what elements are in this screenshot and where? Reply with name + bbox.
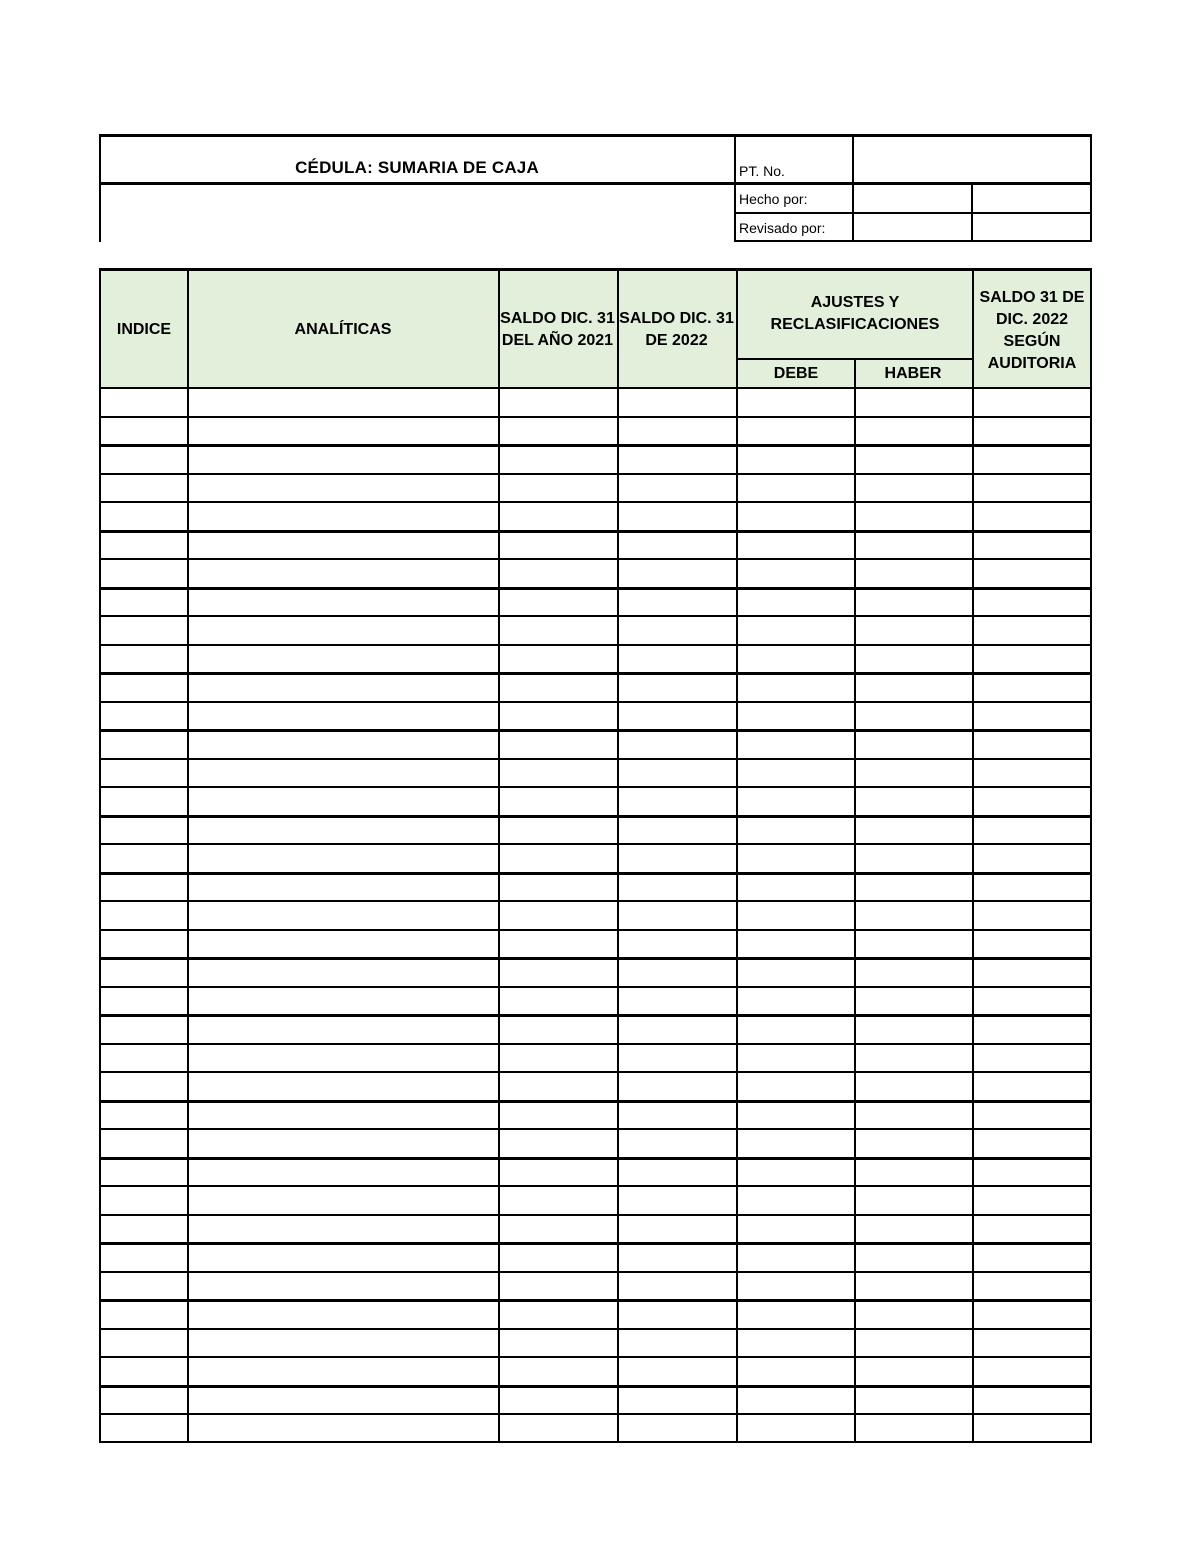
- cedula-header: [99, 134, 1092, 242]
- table-cell-saldo-2022[interactable]: [619, 1388, 736, 1414]
- table-cell-saldo-2021[interactable]: [500, 932, 617, 958]
- table-cell-debe[interactable]: [738, 1388, 854, 1414]
- table-cell-saldo-2022[interactable]: [619, 1046, 736, 1072]
- table-cell-saldo-2021[interactable]: [500, 419, 617, 445]
- table-cell-haber[interactable]: [856, 1302, 972, 1328]
- table-cell-debe[interactable]: [738, 1245, 854, 1271]
- table-cell-debe[interactable]: [738, 1217, 854, 1243]
- table-cell-debe[interactable]: [738, 960, 854, 986]
- table-cell-saldo-auditoria[interactable]: [974, 561, 1090, 587]
- table-border-top: [99, 268, 1092, 271]
- table-cell-saldo-2022[interactable]: [619, 1188, 736, 1214]
- table-cell-debe[interactable]: [738, 789, 854, 815]
- table-cell-saldo-2021[interactable]: [500, 504, 617, 530]
- table-cell-analiticas[interactable]: [189, 1331, 498, 1357]
- table-cell-indice[interactable]: [101, 419, 187, 445]
- table-cell-debe[interactable]: [738, 932, 854, 958]
- table-cell-haber[interactable]: [856, 1074, 972, 1100]
- column-header-ajustes: AJUSTES Y RECLASIFICACIONES: [770, 294, 940, 333]
- table-cell-haber[interactable]: [856, 561, 972, 587]
- table-cell-saldo-2022[interactable]: [619, 447, 736, 473]
- table-cell-haber[interactable]: [856, 1388, 972, 1414]
- table-cell-indice[interactable]: [101, 561, 187, 587]
- table-cell-analiticas[interactable]: [189, 1160, 498, 1186]
- table-cell-saldo-2021[interactable]: [500, 732, 617, 758]
- table-cell-analiticas[interactable]: [189, 1074, 498, 1100]
- table-cell-analiticas[interactable]: [189, 1274, 498, 1300]
- table-cell-saldo-auditoria[interactable]: [974, 476, 1090, 502]
- table-cell-analiticas[interactable]: [189, 504, 498, 530]
- table-cell-haber[interactable]: [856, 932, 972, 958]
- table-cell-saldo-2021[interactable]: [500, 960, 617, 986]
- table-cell-saldo-auditoria[interactable]: [974, 1416, 1090, 1442]
- table-cell-saldo-2021[interactable]: [500, 1046, 617, 1072]
- table-cell-saldo-2022[interactable]: [619, 647, 736, 673]
- table-cell-saldo-2021[interactable]: [500, 875, 617, 901]
- table-cell-indice[interactable]: [101, 1188, 187, 1214]
- table-cell-saldo-2021[interactable]: [500, 1217, 617, 1243]
- table-cell-haber[interactable]: [856, 1245, 972, 1271]
- table-cell-haber[interactable]: [856, 960, 972, 986]
- table-cell-indice[interactable]: [101, 1046, 187, 1072]
- table-cell-saldo-2022[interactable]: [619, 789, 736, 815]
- table-cell-indice[interactable]: [101, 932, 187, 958]
- table-cell-debe[interactable]: [738, 1017, 854, 1043]
- table-cell-debe[interactable]: [738, 590, 854, 616]
- table-cell-saldo-auditoria[interactable]: [974, 761, 1090, 787]
- table-cell-debe[interactable]: [738, 1359, 854, 1385]
- table-cell-saldo-2022[interactable]: [619, 903, 736, 929]
- table-cell-saldo-auditoria[interactable]: [974, 903, 1090, 929]
- table-cell-indice[interactable]: [101, 1274, 187, 1300]
- table-cell-saldo-auditoria[interactable]: [974, 960, 1090, 986]
- table-cell-haber[interactable]: [856, 675, 972, 701]
- pt-no-label: PT. No.: [739, 163, 785, 179]
- table-cell-saldo-auditoria[interactable]: [974, 1245, 1090, 1271]
- table-cell-saldo-auditoria[interactable]: [974, 1331, 1090, 1357]
- table-cell-saldo-2021[interactable]: [500, 647, 617, 673]
- table-cell-saldo-auditoria[interactable]: [974, 1274, 1090, 1300]
- table-cell-analiticas[interactable]: [189, 1359, 498, 1385]
- column-header-saldo-2022: SALDO DIC. 31 DE 2022: [619, 309, 734, 349]
- row-divider: [99, 1214, 1092, 1216]
- table-cell-indice[interactable]: [101, 1388, 187, 1414]
- table-cell-indice[interactable]: [101, 1160, 187, 1186]
- table-cell-haber[interactable]: [856, 704, 972, 730]
- table-cell-saldo-2022[interactable]: [619, 1160, 736, 1186]
- table-cell-analiticas[interactable]: [189, 761, 498, 787]
- table-cell-saldo-2021[interactable]: [500, 818, 617, 844]
- table-cell-indice[interactable]: [101, 1359, 187, 1385]
- table-cell-saldo-2021[interactable]: [500, 561, 617, 587]
- table-cell-analiticas[interactable]: [189, 1388, 498, 1414]
- column-header-indice: INDICE: [116, 320, 172, 338]
- table-cell-indice[interactable]: [101, 761, 187, 787]
- table-cell-saldo-2022[interactable]: [619, 1217, 736, 1243]
- row-divider: [99, 473, 1092, 475]
- table-cell-analiticas[interactable]: [189, 818, 498, 844]
- pt-no-field[interactable]: [855, 137, 1089, 182]
- table-cell-saldo-auditoria[interactable]: [974, 390, 1090, 416]
- table-cell-debe[interactable]: [738, 675, 854, 701]
- table-cell-saldo-2021[interactable]: [500, 533, 617, 559]
- table-cell-saldo-2021[interactable]: [500, 447, 617, 473]
- table-cell-haber[interactable]: [856, 390, 972, 416]
- table-cell-analiticas[interactable]: [189, 704, 498, 730]
- row-divider: [99, 416, 1092, 418]
- table-cell-saldo-auditoria[interactable]: [974, 704, 1090, 730]
- table-cell-analiticas[interactable]: [189, 647, 498, 673]
- table-cell-saldo-2022[interactable]: [619, 590, 736, 616]
- page-title: CÉDULA: SUMARIA DE CAJA: [295, 158, 539, 177]
- table-cell-saldo-auditoria[interactable]: [974, 1103, 1090, 1129]
- table-cell-indice[interactable]: [101, 960, 187, 986]
- table-cell-analiticas[interactable]: [189, 1017, 498, 1043]
- table-cell-saldo-2022[interactable]: [619, 618, 736, 644]
- table-cell-debe[interactable]: [738, 875, 854, 901]
- table-cell-saldo-auditoria[interactable]: [974, 1302, 1090, 1328]
- column-header-debe: DEBE: [773, 364, 819, 382]
- table-cell-indice[interactable]: [101, 704, 187, 730]
- table-cell-saldo-2022[interactable]: [619, 1331, 736, 1357]
- table-cell-saldo-2022[interactable]: [619, 875, 736, 901]
- table-cell-debe[interactable]: [738, 732, 854, 758]
- table-cell-indice[interactable]: [101, 818, 187, 844]
- table-cell-saldo-2022[interactable]: [619, 675, 736, 701]
- table-cell-haber[interactable]: [856, 1359, 972, 1385]
- table-cell-saldo-2022[interactable]: [619, 504, 736, 530]
- table-cell-saldo-2021[interactable]: [500, 1131, 617, 1157]
- table-cell-analiticas[interactable]: [189, 932, 498, 958]
- table-cell-saldo-auditoria[interactable]: [974, 732, 1090, 758]
- table-cell-analiticas[interactable]: [189, 875, 498, 901]
- table-cell-debe[interactable]: [738, 989, 854, 1015]
- table-cell-saldo-auditoria[interactable]: [974, 590, 1090, 616]
- table-cell-saldo-auditoria[interactable]: [974, 932, 1090, 958]
- table-cell-saldo-2022[interactable]: [619, 419, 736, 445]
- row-divider: [99, 644, 1092, 646]
- table-cell-saldo-2021[interactable]: [500, 1160, 617, 1186]
- table-cell-debe[interactable]: [738, 618, 854, 644]
- table-cell-haber[interactable]: [856, 1188, 972, 1214]
- table-cell-saldo-2021[interactable]: [500, 390, 617, 416]
- row-divider: [99, 701, 1092, 703]
- table-cell-indice[interactable]: [101, 1103, 187, 1129]
- table-cell-saldo-2022[interactable]: [619, 561, 736, 587]
- table-cell-saldo-2021[interactable]: [500, 1188, 617, 1214]
- table-cell-haber[interactable]: [856, 875, 972, 901]
- table-cell-analiticas[interactable]: [189, 476, 498, 502]
- table-cell-analiticas[interactable]: [189, 846, 498, 872]
- table-cell-saldo-2021[interactable]: [500, 761, 617, 787]
- table-cell-debe[interactable]: [738, 1302, 854, 1328]
- table-cell-saldo-2022[interactable]: [619, 476, 736, 502]
- table-cell-analiticas[interactable]: [189, 533, 498, 559]
- row-divider: [99, 1043, 1092, 1045]
- table-cell-haber[interactable]: [856, 590, 972, 616]
- table-cell-saldo-2022[interactable]: [619, 1359, 736, 1385]
- table-cell-saldo-2022[interactable]: [619, 1245, 736, 1271]
- hecho-por-label: Hecho por:: [739, 191, 808, 207]
- table-cell-saldo-2022[interactable]: [619, 761, 736, 787]
- table-cell-indice[interactable]: [101, 846, 187, 872]
- table-cell-debe[interactable]: [738, 903, 854, 929]
- table-cell-saldo-2021[interactable]: [500, 1416, 617, 1442]
- table-cell-indice[interactable]: [101, 989, 187, 1015]
- table-cell-analiticas[interactable]: [189, 1046, 498, 1072]
- table-cell-indice[interactable]: [101, 590, 187, 616]
- table-cell-indice[interactable]: [101, 1217, 187, 1243]
- table-cell-haber[interactable]: [856, 903, 972, 929]
- table-cell-saldo-auditoria[interactable]: [974, 875, 1090, 901]
- table-cell-saldo-auditoria[interactable]: [974, 419, 1090, 445]
- table-cell-analiticas[interactable]: [189, 1217, 498, 1243]
- table-cell-debe[interactable]: [738, 476, 854, 502]
- sumaria-table: [99, 268, 1092, 1443]
- table-cell-saldo-2021[interactable]: [500, 1245, 617, 1271]
- table-cell-indice[interactable]: [101, 1245, 187, 1271]
- table-cell-analiticas[interactable]: [189, 1416, 498, 1442]
- table-cell-saldo-2021[interactable]: [500, 675, 617, 701]
- revisado-por-label: Revisado por:: [739, 220, 826, 236]
- table-cell-haber[interactable]: [856, 533, 972, 559]
- table-cell-analiticas[interactable]: [189, 903, 498, 929]
- table-cell-haber[interactable]: [856, 1046, 972, 1072]
- table-cell-debe[interactable]: [738, 818, 854, 844]
- column-header-saldo-2021: SALDO DIC. 31 DEL AÑO 2021: [500, 309, 615, 349]
- table-cell-debe[interactable]: [738, 846, 854, 872]
- table-cell-analiticas[interactable]: [189, 1188, 498, 1214]
- table-cell-analiticas[interactable]: [189, 789, 498, 815]
- row-divider: [99, 758, 1092, 760]
- table-cell-saldo-2022[interactable]: [619, 732, 736, 758]
- table-cell-debe[interactable]: [738, 1188, 854, 1214]
- table-cell-saldo-auditoria[interactable]: [974, 989, 1090, 1015]
- table-cell-debe[interactable]: [738, 1160, 854, 1186]
- table-cell-saldo-2022[interactable]: [619, 1017, 736, 1043]
- table-cell-saldo-2022[interactable]: [619, 704, 736, 730]
- table-cell-saldo-auditoria[interactable]: [974, 533, 1090, 559]
- table-cell-indice[interactable]: [101, 476, 187, 502]
- row-divider: [99, 929, 1092, 931]
- table-cell-haber[interactable]: [856, 1017, 972, 1043]
- table-cell-saldo-auditoria[interactable]: [974, 1160, 1090, 1186]
- table-cell-debe[interactable]: [738, 1074, 854, 1100]
- table-cell-analiticas[interactable]: [189, 390, 498, 416]
- table-cell-saldo-2022[interactable]: [619, 846, 736, 872]
- table-cell-debe[interactable]: [738, 1103, 854, 1129]
- table-cell-indice[interactable]: [101, 390, 187, 416]
- table-cell-saldo-2022[interactable]: [619, 390, 736, 416]
- table-cell-debe[interactable]: [738, 1331, 854, 1357]
- table-cell-saldo-2022[interactable]: [619, 960, 736, 986]
- table-cell-haber[interactable]: [856, 647, 972, 673]
- table-cell-indice[interactable]: [101, 675, 187, 701]
- table-cell-saldo-2021[interactable]: [500, 789, 617, 815]
- table-cell-saldo-2021[interactable]: [500, 1274, 617, 1300]
- row-divider: [99, 986, 1092, 988]
- table-cell-saldo-auditoria[interactable]: [974, 1017, 1090, 1043]
- table-cell-saldo-auditoria[interactable]: [974, 504, 1090, 530]
- table-cell-indice[interactable]: [101, 1331, 187, 1357]
- table-cell-analiticas[interactable]: [189, 675, 498, 701]
- table-cell-saldo-2022[interactable]: [619, 1274, 736, 1300]
- table-cell-haber[interactable]: [856, 447, 972, 473]
- table-cell-haber[interactable]: [856, 1160, 972, 1186]
- table-header-divider: [99, 387, 1092, 389]
- table-cell-saldo-2021[interactable]: [500, 1074, 617, 1100]
- table-cell-indice[interactable]: [101, 875, 187, 901]
- table-cell-saldo-2021[interactable]: [500, 989, 617, 1015]
- table-cell-haber[interactable]: [856, 1274, 972, 1300]
- table-cell-debe[interactable]: [738, 1046, 854, 1072]
- table-cell-indice[interactable]: [101, 1017, 187, 1043]
- table-cell-indice[interactable]: [101, 903, 187, 929]
- table-cell-saldo-2022[interactable]: [619, 1131, 736, 1157]
- table-cell-debe[interactable]: [738, 419, 854, 445]
- table-cell-haber[interactable]: [856, 419, 972, 445]
- table-cell-analiticas[interactable]: [189, 960, 498, 986]
- column-header-haber: HABER: [884, 364, 942, 382]
- table-cell-haber[interactable]: [856, 846, 972, 872]
- table-cell-analiticas[interactable]: [189, 1131, 498, 1157]
- table-cell-analiticas[interactable]: [189, 1103, 498, 1129]
- table-cell-saldo-2021[interactable]: [500, 704, 617, 730]
- table-cell-debe[interactable]: [738, 1131, 854, 1157]
- table-cell-saldo-auditoria[interactable]: [974, 789, 1090, 815]
- table-cell-debe[interactable]: [738, 704, 854, 730]
- table-cell-analiticas[interactable]: [189, 590, 498, 616]
- table-cell-analiticas[interactable]: [189, 561, 498, 587]
- table-cell-saldo-auditoria[interactable]: [974, 1131, 1090, 1157]
- table-cell-indice[interactable]: [101, 647, 187, 673]
- table-cell-saldo-2021[interactable]: [500, 476, 617, 502]
- table-cell-analiticas[interactable]: [189, 447, 498, 473]
- table-cell-haber[interactable]: [856, 789, 972, 815]
- table-cell-haber[interactable]: [856, 989, 972, 1015]
- column-header-saldo-auditoria: SALDO 31 DE DIC. 2022 SEGÚN AUDITORIA: [979, 288, 1085, 372]
- table-cell-debe[interactable]: [738, 447, 854, 473]
- table-cell-saldo-auditoria[interactable]: [974, 675, 1090, 701]
- table-cell-saldo-auditoria[interactable]: [974, 818, 1090, 844]
- table-cell-haber[interactable]: [856, 732, 972, 758]
- table-cell-indice[interactable]: [101, 1131, 187, 1157]
- table-cell-indice[interactable]: [101, 618, 187, 644]
- table-cell-haber[interactable]: [856, 1131, 972, 1157]
- table-cell-saldo-2022[interactable]: [619, 818, 736, 844]
- revisado-por-field[interactable]: [855, 214, 970, 240]
- table-cell-saldo-2021[interactable]: [500, 1017, 617, 1043]
- table-cell-saldo-2021[interactable]: [500, 846, 617, 872]
- table-cell-haber[interactable]: [856, 818, 972, 844]
- table-cell-haber[interactable]: [856, 504, 972, 530]
- table-cell-haber[interactable]: [856, 1103, 972, 1129]
- table-cell-debe[interactable]: [738, 1274, 854, 1300]
- table-cell-analiticas[interactable]: [189, 1302, 498, 1328]
- table-cell-saldo-2021[interactable]: [500, 1302, 617, 1328]
- table-cell-saldo-2022[interactable]: [619, 932, 736, 958]
- table-cell-haber[interactable]: [856, 476, 972, 502]
- revisado-por-date-field[interactable]: [974, 214, 1089, 240]
- table-cell-saldo-2022[interactable]: [619, 1103, 736, 1129]
- column-header-analiticas: ANALÍTICAS: [294, 320, 392, 338]
- table-cell-debe[interactable]: [738, 561, 854, 587]
- table-cell-saldo-auditoria[interactable]: [974, 1046, 1090, 1072]
- table-cell-saldo-2022[interactable]: [619, 1416, 736, 1442]
- table-cell-analiticas[interactable]: [189, 1245, 498, 1271]
- table-cell-saldo-2022[interactable]: [619, 1074, 736, 1100]
- table-cell-debe[interactable]: [738, 533, 854, 559]
- table-cell-analiticas[interactable]: [189, 618, 498, 644]
- table-cell-haber[interactable]: [856, 1331, 972, 1357]
- table-cell-haber[interactable]: [856, 618, 972, 644]
- table-cell-saldo-auditoria[interactable]: [974, 846, 1090, 872]
- hecho-por-date-field[interactable]: [974, 185, 1089, 212]
- table-cell-analiticas[interactable]: [189, 419, 498, 445]
- table-cell-saldo-2021[interactable]: [500, 1331, 617, 1357]
- table-cell-saldo-auditoria[interactable]: [974, 1388, 1090, 1414]
- table-cell-saldo-2022[interactable]: [619, 1302, 736, 1328]
- table-cell-indice[interactable]: [101, 789, 187, 815]
- table-cell-saldo-2022[interactable]: [619, 989, 736, 1015]
- row-divider: [99, 1271, 1092, 1273]
- table-cell-indice[interactable]: [101, 504, 187, 530]
- table-cell-saldo-auditoria[interactable]: [974, 1188, 1090, 1214]
- table-cell-saldo-2021[interactable]: [500, 903, 617, 929]
- table-cell-saldo-auditoria[interactable]: [974, 647, 1090, 673]
- row-divider: [99, 1328, 1092, 1330]
- table-cell-debe[interactable]: [738, 504, 854, 530]
- table-cell-haber[interactable]: [856, 761, 972, 787]
- table-cell-debe[interactable]: [738, 1416, 854, 1442]
- table-cell-saldo-2021[interactable]: [500, 1359, 617, 1385]
- table-cell-saldo-2022[interactable]: [619, 533, 736, 559]
- table-cell-haber[interactable]: [856, 1217, 972, 1243]
- table-cell-indice[interactable]: [101, 1074, 187, 1100]
- table-cell-saldo-2021[interactable]: [500, 590, 617, 616]
- table-cell-saldo-auditoria[interactable]: [974, 447, 1090, 473]
- table-cell-saldo-2021[interactable]: [500, 1388, 617, 1414]
- table-cell-saldo-auditoria[interactable]: [974, 1359, 1090, 1385]
- hecho-por-field[interactable]: [855, 185, 970, 212]
- table-cell-saldo-auditoria[interactable]: [974, 1074, 1090, 1100]
- table-cell-debe[interactable]: [738, 761, 854, 787]
- table-cell-indice[interactable]: [101, 1416, 187, 1442]
- table-cell-saldo-auditoria[interactable]: [974, 618, 1090, 644]
- table-cell-analiticas[interactable]: [189, 989, 498, 1015]
- table-cell-haber[interactable]: [856, 1416, 972, 1442]
- table-cell-analiticas[interactable]: [189, 732, 498, 758]
- table-cell-indice[interactable]: [101, 533, 187, 559]
- table-cell-indice[interactable]: [101, 732, 187, 758]
- table-cell-indice[interactable]: [101, 447, 187, 473]
- table-cell-debe[interactable]: [738, 647, 854, 673]
- table-cell-saldo-auditoria[interactable]: [974, 1217, 1090, 1243]
- table-cell-saldo-2021[interactable]: [500, 1103, 617, 1129]
- table-cell-debe[interactable]: [738, 390, 854, 416]
- table-cell-saldo-2021[interactable]: [500, 618, 617, 644]
- table-cell-indice[interactable]: [101, 1302, 187, 1328]
